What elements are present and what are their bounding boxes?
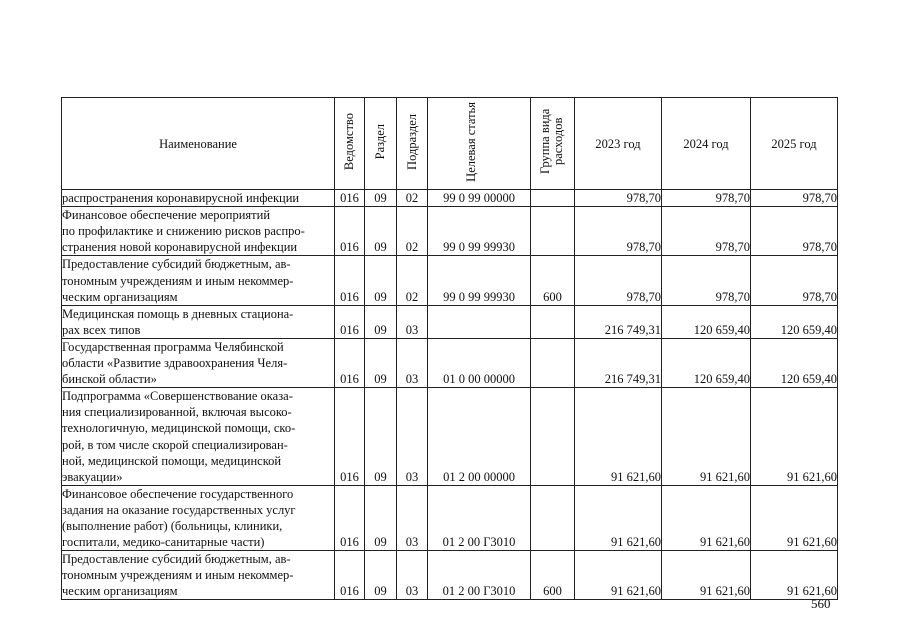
row-razdel: 09 bbox=[365, 207, 397, 256]
row-vedomstvo: 016 bbox=[335, 305, 365, 338]
row-vedomstvo: 016 bbox=[335, 485, 365, 550]
row-2023: 978,70 bbox=[575, 256, 662, 305]
row-2023: 91 621,60 bbox=[575, 551, 662, 600]
row-2024: 120 659,40 bbox=[662, 305, 751, 338]
row-2024: 120 659,40 bbox=[662, 338, 751, 387]
row-vedomstvo: 016 bbox=[335, 256, 365, 305]
budget-table bbox=[61, 97, 838, 600]
row-name-line: госпитали, медико-санитарные части) bbox=[62, 535, 265, 550]
row-2025: 91 621,60 bbox=[751, 551, 838, 600]
header-2023: 2023 год bbox=[575, 98, 662, 190]
header-name: Наименование bbox=[62, 98, 335, 190]
row-gruppa bbox=[531, 388, 575, 486]
row-gruppa: 600 bbox=[531, 256, 575, 305]
row-name bbox=[62, 551, 335, 600]
row-name bbox=[62, 207, 335, 256]
row-name bbox=[62, 338, 335, 387]
table-row bbox=[62, 485, 838, 550]
row-2023: 216 749,31 bbox=[575, 305, 662, 338]
row-razdel: 09 bbox=[365, 190, 397, 207]
row-2025: 978,70 bbox=[751, 207, 838, 256]
table-row bbox=[62, 190, 838, 207]
row-razdel: 09 bbox=[365, 305, 397, 338]
row-celevaya-statya: 01 2 00 Г3010 bbox=[428, 485, 531, 550]
table-row bbox=[62, 256, 838, 305]
row-name-line: ческим организациям bbox=[62, 289, 178, 304]
row-name bbox=[62, 256, 335, 305]
table-row bbox=[62, 305, 838, 338]
row-name-line: Предоставление субсидий бюджетным, ав- bbox=[62, 552, 291, 567]
header-podrazdel: Подраздел bbox=[397, 98, 428, 190]
row-2025: 91 621,60 bbox=[751, 485, 838, 550]
row-2024: 978,70 bbox=[662, 256, 751, 305]
row-gruppa bbox=[531, 338, 575, 387]
header-razdel: Раздел bbox=[365, 98, 397, 190]
row-razdel: 09 bbox=[365, 388, 397, 486]
row-celevaya-statya bbox=[428, 305, 531, 338]
row-2023: 216 749,31 bbox=[575, 338, 662, 387]
header-vedomstvo: Ведомство bbox=[335, 98, 365, 190]
row-name-line: ния специализированной, включая высоко- bbox=[62, 405, 292, 420]
row-2025: 978,70 bbox=[751, 256, 838, 305]
row-2025: 978,70 bbox=[751, 190, 838, 207]
row-podrazdel: 02 bbox=[397, 256, 428, 305]
row-name-line: Подпрограмма «Совершенствование оказа- bbox=[62, 389, 293, 404]
row-celevaya-statya: 99 0 99 00000 bbox=[428, 190, 531, 207]
row-celevaya-statya: 01 2 00 Г3010 bbox=[428, 551, 531, 600]
table-row bbox=[62, 338, 838, 387]
row-vedomstvo: 016 bbox=[335, 190, 365, 207]
header-gruppa-vida-rashodov: Группа вида расходов bbox=[531, 98, 575, 190]
row-name-line: задания на оказание государственных услуг bbox=[62, 502, 296, 517]
row-name-line: Финансовое обеспечение государственного bbox=[62, 486, 294, 501]
row-vedomstvo: 016 bbox=[335, 338, 365, 387]
row-podrazdel: 03 bbox=[397, 485, 428, 550]
row-2023: 91 621,60 bbox=[575, 485, 662, 550]
row-name-line: Предоставление субсидий бюджетным, ав- bbox=[62, 257, 291, 272]
row-2024: 91 621,60 bbox=[662, 551, 751, 600]
row-name bbox=[62, 485, 335, 550]
row-name bbox=[62, 388, 335, 486]
row-vedomstvo: 016 bbox=[335, 388, 365, 486]
row-2024: 978,70 bbox=[662, 207, 751, 256]
row-2023: 978,70 bbox=[575, 190, 662, 207]
row-name-line: рах всех типов bbox=[62, 322, 141, 337]
row-vedomstvo: 016 bbox=[335, 551, 365, 600]
row-gruppa bbox=[531, 207, 575, 256]
row-name-line: ной, медицинской помощи, медицинской bbox=[62, 453, 282, 468]
table-row bbox=[62, 207, 838, 256]
row-name-line: технологичную, медицинской помощи, ско- bbox=[62, 421, 296, 436]
table-row bbox=[62, 388, 838, 486]
row-2025: 91 621,60 bbox=[751, 388, 838, 486]
row-podrazdel: 03 bbox=[397, 305, 428, 338]
row-podrazdel: 03 bbox=[397, 338, 428, 387]
row-podrazdel: 02 bbox=[397, 207, 428, 256]
table-row bbox=[62, 551, 838, 600]
table-header-row bbox=[62, 98, 838, 190]
row-name-line: области «Развитие здравоохранения Челя- bbox=[62, 356, 288, 371]
row-name-line: ческим организациям bbox=[62, 584, 178, 599]
row-name-line: Медицинская помощь в дневных стациона- bbox=[62, 306, 294, 321]
row-razdel: 09 bbox=[365, 256, 397, 305]
header-2024: 2024 год bbox=[662, 98, 751, 190]
header-celevaya-statya: Целевая статья bbox=[428, 98, 531, 190]
row-2025: 120 659,40 bbox=[751, 305, 838, 338]
row-name-line: распространения коронавирусной инфекции bbox=[62, 191, 300, 206]
row-2023: 978,70 bbox=[575, 207, 662, 256]
row-name-line: странения новой коронавирусной инфекции bbox=[62, 240, 298, 255]
row-name-line: эвакуации» bbox=[62, 469, 123, 484]
row-razdel: 09 bbox=[365, 338, 397, 387]
row-podrazdel: 03 bbox=[397, 551, 428, 600]
row-gruppa bbox=[531, 485, 575, 550]
row-celevaya-statya: 99 0 99 99930 bbox=[428, 256, 531, 305]
row-celevaya-statya: 99 0 99 99930 bbox=[428, 207, 531, 256]
row-celevaya-statya: 01 0 00 00000 bbox=[428, 338, 531, 387]
row-2023: 91 621,60 bbox=[575, 388, 662, 486]
row-name-line: (выполнение работ) (больницы, клиники, bbox=[62, 518, 283, 533]
row-vedomstvo: 016 bbox=[335, 207, 365, 256]
row-razdel: 09 bbox=[365, 551, 397, 600]
row-gruppa bbox=[531, 305, 575, 338]
row-name-line: по профилактике и снижению рисков распро- bbox=[62, 224, 305, 239]
row-2025: 120 659,40 bbox=[751, 338, 838, 387]
row-name bbox=[62, 305, 335, 338]
row-2024: 91 621,60 bbox=[662, 388, 751, 486]
row-name-line: тономным учреждениям и иным некоммер- bbox=[62, 568, 294, 583]
page-number: 560 bbox=[811, 596, 831, 611]
header-2025: 2025 год bbox=[751, 98, 838, 190]
row-gruppa: 600 bbox=[531, 551, 575, 600]
row-podrazdel: 02 bbox=[397, 190, 428, 207]
row-name-line: Государственная программа Челябинской bbox=[62, 339, 284, 354]
row-name-line: бинской области» bbox=[62, 372, 157, 387]
row-celevaya-statya: 01 2 00 00000 bbox=[428, 388, 531, 486]
row-name-line: Финансовое обеспечение мероприятий bbox=[62, 208, 271, 223]
row-2024: 978,70 bbox=[662, 190, 751, 207]
row-gruppa bbox=[531, 190, 575, 207]
row-name bbox=[62, 190, 335, 207]
row-razdel: 09 bbox=[365, 485, 397, 550]
row-name-line: рой, в том числе скорой специализирован- bbox=[62, 437, 288, 452]
row-2024: 91 621,60 bbox=[662, 485, 751, 550]
row-name-line: тономным учреждениям и иным некоммер- bbox=[62, 273, 294, 288]
row-podrazdel: 03 bbox=[397, 388, 428, 486]
